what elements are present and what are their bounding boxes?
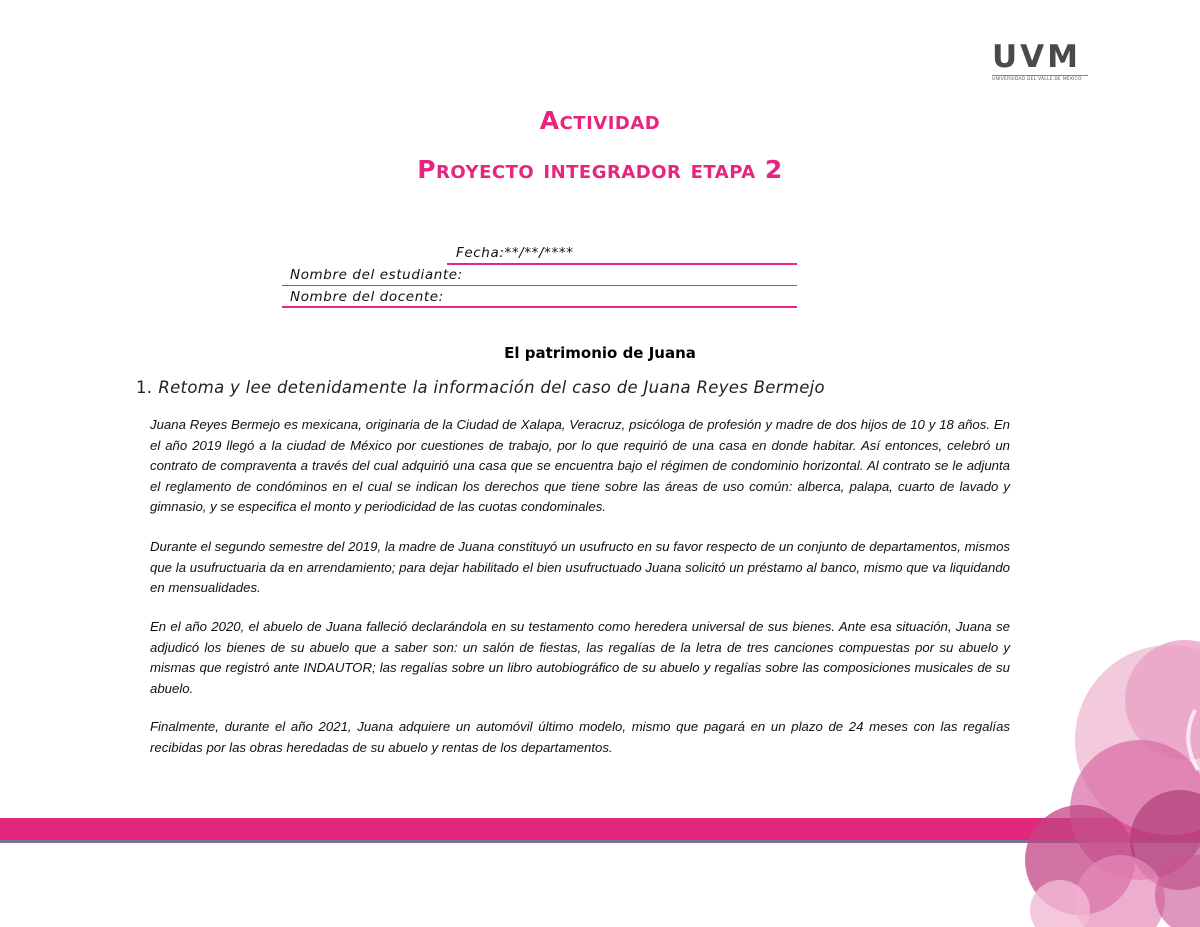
date-field: Fecha:**/**/****	[456, 245, 574, 261]
logo-subtext: UNIVERSIDAD DEL VALLE DE MÉXICO	[992, 75, 1088, 82]
case-paragraph: Finalmente, durante el año 2021, Juana adquiere un automóvil último modelo, mismo que pagará en un plazo de 24 meses con las regalías recibidas por las obras heredadas de su abuelo y rentas de los departamentos.	[150, 719, 1010, 755]
logo-text: UVM	[992, 39, 1082, 75]
case-paragraph: En el año 2020, el abuelo de Juana falleció declarándola en su testamento como heredera universal de sus bienes. Ante esa situación, Juana se adjudicó los bienes de su abuelo que a saber son: un salón de fiestas, las regalías de la letra de tres canciones compuestas por su abuelo y mismas que registró ante INDAUTOR; las regalías sobre un libro autobiográfico de su abuelo y regalías sobre las composiciones musicales de su abuelo.	[150, 619, 1010, 696]
instruction	[136, 378, 825, 397]
decorative-petals-graphic	[1020, 640, 1200, 927]
instruction-number: 1.	[136, 378, 153, 397]
teacher-name-field: Nombre del docente:	[290, 289, 444, 305]
student-underline	[282, 285, 797, 286]
case-paragraph: Durante el segundo semestre del 2019, la madre de Juana constituyó un usufructo en su favor respecto de un conjunto de departamentos, mismos que la usufructuaria da en arrendamiento; para dejar habilitado el bien usufructuado Juana solicitó un préstamo al banco, mismo que va liquidando en mensualidades.	[150, 539, 1010, 595]
teacher-underline	[282, 306, 797, 308]
date-underline	[447, 263, 797, 265]
student-name-field: Nombre del estudiante:	[290, 267, 463, 283]
project-title: Proyecto integrador etapa 2	[417, 155, 783, 184]
instruction-text: Retoma y lee detenidamente la información del caso de Juana Reyes Bermejo	[158, 378, 825, 397]
uvm-logo	[992, 39, 1088, 84]
activity-title: Actividad	[539, 106, 661, 135]
case-paragraph: Juana Reyes Bermejo es mexicana, originaria de la Ciudad de Xalapa, Veracruz, psicóloga de profesión y madre de dos hijos de 10 y 18 años. En el año 2019 llegó a la ciudad de México por cuestiones de trabajo, por lo que requirió de una casa en donde habitar. Así entonces, celebró un contrato de compraventa a través del cual adquirió una casa que se encuentra bajo el régimen de condominio horizontal. Al contrato se le adjunta el reglamento de condóminos en el cual se indican los derechos que tiene sobre las áreas de uso común: alberca, palapa, cuarto de lavado y gimnasio, y se especifica el monto y periodicidad de las cuotas condominales.	[150, 417, 1010, 514]
section-title: El patrimonio de Juana	[504, 344, 696, 362]
